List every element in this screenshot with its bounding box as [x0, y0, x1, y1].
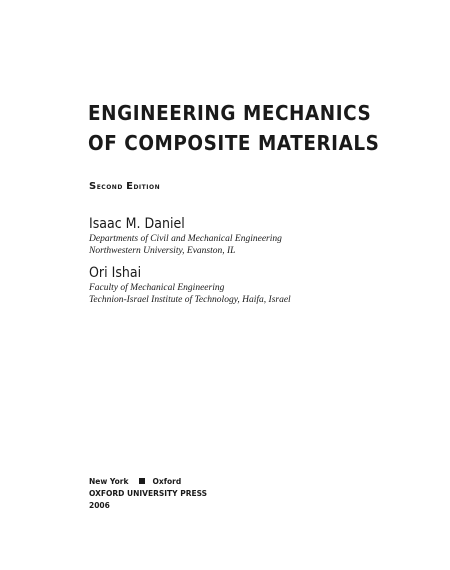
book-title-line-2: OF COMPOSITE MATERIALS	[88, 131, 380, 155]
publisher-name: OXFORD UNIVERSITY PRESS	[89, 489, 208, 498]
book-title	[88, 98, 379, 158]
author-block-ishai	[89, 264, 291, 306]
edition-cap-e: E	[126, 181, 134, 192]
publication-year: 2006	[89, 501, 110, 510]
edition-label	[89, 181, 160, 192]
author-affiliation-line-1: Departments of Civil and Mechanical Engineering	[89, 234, 282, 244]
author-name: Isaac M. Daniel	[89, 216, 185, 232]
author-block-daniel	[89, 215, 282, 257]
edition-cap-s: S	[89, 181, 97, 192]
book-title-line-1: ENGINEERING MECHANICS	[88, 101, 372, 125]
author-name: Ori Ishai	[89, 265, 142, 281]
publisher-imprint	[89, 476, 207, 512]
square-separator-icon	[139, 478, 145, 484]
imprint-city-1: New York	[89, 477, 129, 486]
author-affiliation-line-1: Faculty of Mechanical Engineering	[89, 283, 225, 293]
author-affiliation-line-2: Northwestern University, Evanston, IL	[89, 246, 236, 256]
edition-word-2: dition	[133, 182, 161, 191]
author-affiliation-line-2: Technion-Israel Institute of Technology, Haifa, Israel	[89, 295, 291, 305]
edition-word-1: econd	[96, 182, 127, 191]
imprint-city-2: Oxford	[152, 477, 182, 486]
imprint-cities	[89, 476, 207, 488]
